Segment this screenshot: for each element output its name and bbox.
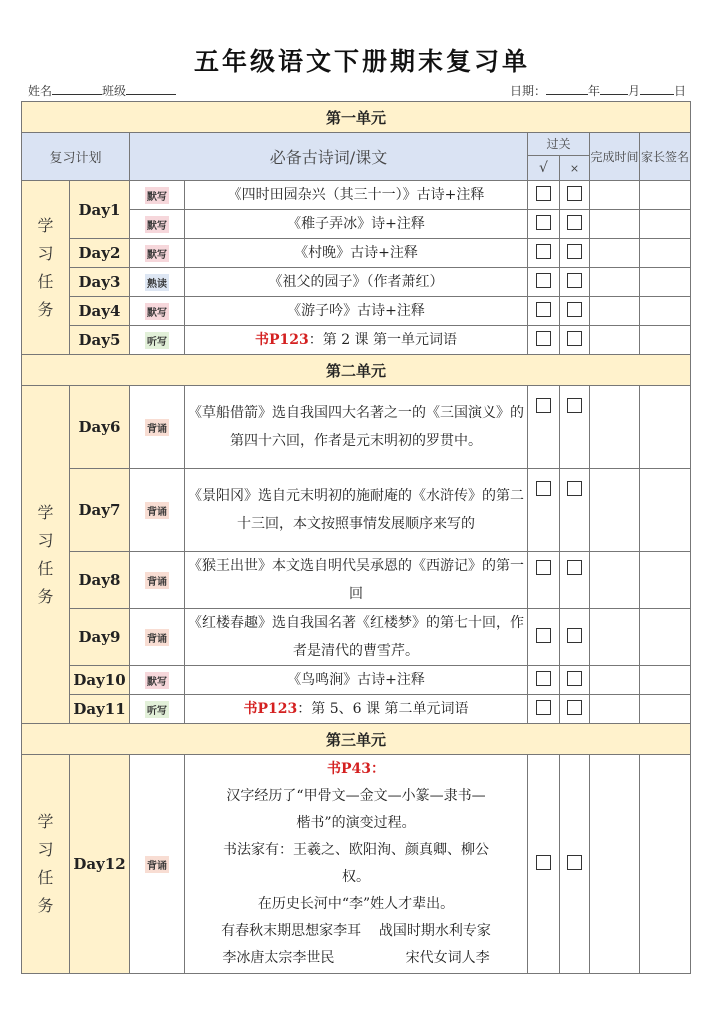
date-info: [510, 82, 686, 99]
day-label: Day4: [70, 297, 130, 326]
fail-checkbox[interactable]: [567, 186, 582, 201]
name-field[interactable]: [52, 82, 102, 95]
table-row: [22, 666, 691, 695]
parent-sign-cell[interactable]: [640, 239, 691, 268]
table-row: [22, 326, 691, 355]
finish-time-cell[interactable]: [590, 552, 640, 609]
pass-checkbox[interactable]: [536, 628, 551, 643]
content-cell: 《草船借箭》选自我国四大名著之一的《三国演义》的第四十六回，作者是元末明初的罗贯中。: [185, 386, 528, 469]
fail-checkbox[interactable]: [567, 855, 582, 870]
pass-checkbox[interactable]: [536, 700, 551, 715]
parent-sign-cell[interactable]: [640, 609, 691, 666]
month-label: 月: [627, 84, 640, 98]
pass-checkbox[interactable]: [536, 186, 551, 201]
content-cell: 《猴王出世》本文选自明代吴承恩的《西游记》的第一回: [185, 552, 528, 609]
pass-checkbox[interactable]: [536, 244, 551, 259]
finish-time-cell[interactable]: [590, 210, 640, 239]
pass-header: 过关: [528, 133, 590, 156]
fail-checkbox[interactable]: [567, 398, 582, 413]
parent-sign-cell[interactable]: [640, 666, 691, 695]
cross-header: ×: [560, 156, 590, 181]
fail-checkbox[interactable]: [567, 215, 582, 230]
task-label: 学 习 任 务: [22, 386, 70, 724]
content-header: 必备古诗词/课文: [130, 133, 528, 181]
content-cell: 《四时田园杂兴（其三十一）》古诗+注释: [185, 181, 528, 210]
pass-checkbox[interactable]: [536, 302, 551, 317]
name-label: 姓名: [28, 84, 53, 98]
content-cell: 《景阳冈》选自元末明初的施耐庵的《水浒传》的第二十三回，本文按照事情发展顺序来写的: [185, 469, 528, 552]
pass-checkbox[interactable]: [536, 331, 551, 346]
table-row: [22, 695, 691, 724]
content-cell: 《游子吟》古诗+注释: [185, 297, 528, 326]
finish-time-cell[interactable]: [590, 297, 640, 326]
finish-time-cell[interactable]: [590, 326, 640, 355]
parent-sign-cell[interactable]: [640, 386, 691, 469]
content-cell: 《红楼春趣》选自我国名著《红楼梦》的第七十回，作者是清代的曹雪芹。: [185, 609, 528, 666]
content-cell: 《鸟鸣涧》古诗+注释: [185, 666, 528, 695]
parent-sign-cell[interactable]: [640, 326, 691, 355]
parent-sign-cell[interactable]: [640, 181, 691, 210]
fail-checkbox[interactable]: [567, 671, 582, 686]
day-label: Day8: [70, 552, 130, 609]
finish-time-cell[interactable]: [590, 386, 640, 469]
parent-sign-cell[interactable]: [640, 210, 691, 239]
fail-checkbox[interactable]: [567, 700, 582, 715]
task-tag: 默写: [145, 303, 169, 320]
task-label: 学 习 任 务: [22, 755, 70, 974]
parent-sign-cell[interactable]: [640, 297, 691, 326]
finish-time-cell[interactable]: [590, 239, 640, 268]
task-tag: 默写: [145, 672, 169, 689]
pass-checkbox[interactable]: [536, 560, 551, 575]
day-label: Day9: [70, 609, 130, 666]
table-row: [22, 755, 691, 974]
student-info: [28, 82, 176, 99]
content-cell: 《祖父的园子》（作者萧红）: [185, 268, 528, 297]
parent-sign-cell[interactable]: [640, 268, 691, 297]
day-label: Day10: [70, 666, 130, 695]
page-title: 五年级语文下册期末复习单: [193, 47, 530, 76]
finish-time-cell[interactable]: [590, 469, 640, 552]
month-field[interactable]: [600, 82, 628, 95]
content-cell: 书P123：第 2 课 第一单元词语: [185, 326, 528, 355]
task-tag: 默写: [145, 187, 169, 204]
task-tag: 背诵: [145, 856, 169, 873]
day-label: Day5: [70, 326, 130, 355]
finish-time-cell[interactable]: [590, 755, 640, 974]
task-tag: 熟读: [145, 274, 169, 291]
day-label: Day2: [70, 239, 130, 268]
day-label: 日: [673, 84, 686, 98]
table-row: [22, 552, 691, 609]
table-row: [22, 609, 691, 666]
content-cell: 《稚子弄冰》诗+注释: [185, 210, 528, 239]
unit-header-2: 第二单元: [22, 355, 691, 386]
pass-checkbox[interactable]: [536, 671, 551, 686]
task-label: 学 习 任 务: [22, 181, 70, 355]
date-label: 日期：: [509, 84, 546, 98]
year-label: 年: [587, 84, 600, 98]
day-label: Day12: [70, 755, 130, 974]
table-row: [22, 239, 691, 268]
fail-checkbox[interactable]: [567, 560, 582, 575]
parent-sign-cell[interactable]: [640, 695, 691, 724]
task-tag: 背诵: [145, 502, 169, 519]
pass-checkbox[interactable]: [536, 855, 551, 870]
parent-sign-cell[interactable]: [640, 552, 691, 609]
review-table: [21, 101, 691, 974]
task-tag: 听写: [145, 701, 169, 718]
book-page-ref: 书P43：: [326, 761, 385, 777]
pass-checkbox[interactable]: [536, 273, 551, 288]
unit-header-3: 第三单元: [22, 724, 691, 755]
table-row: [22, 386, 691, 469]
task-tag: 背诵: [145, 629, 169, 646]
day-label: Day6: [70, 386, 130, 469]
year-field[interactable]: [546, 82, 588, 95]
class-field[interactable]: [126, 82, 176, 95]
day-field[interactable]: [640, 82, 674, 95]
day-label: Day3: [70, 268, 130, 297]
content-cell: 《村晚》古诗+注释: [185, 239, 528, 268]
fail-checkbox[interactable]: [567, 302, 582, 317]
class-label: 班级: [102, 84, 127, 98]
table-row: [22, 297, 691, 326]
fail-checkbox[interactable]: [567, 628, 582, 643]
fail-checkbox[interactable]: [567, 331, 582, 346]
content-cell: 书P123：第 5、6 课 第二单元词语: [185, 695, 528, 724]
check-header: √: [528, 156, 560, 181]
table-row: [22, 181, 691, 210]
fail-checkbox[interactable]: [567, 481, 582, 496]
plan-header: 复习计划: [22, 133, 130, 181]
day-label: Day7: [70, 469, 130, 552]
task-tag: 背诵: [145, 572, 169, 589]
book-page-ref: 书P123: [254, 332, 309, 348]
task-tag: 背诵: [145, 419, 169, 436]
pass-checkbox[interactable]: [536, 215, 551, 230]
day-label: Day11: [70, 695, 130, 724]
day-label: Day1: [70, 181, 130, 239]
task-tag: 听写: [145, 332, 169, 349]
pass-checkbox[interactable]: [536, 398, 551, 413]
book-page-ref: 书P123: [243, 701, 298, 717]
pass-checkbox[interactable]: [536, 481, 551, 496]
finish-time-header: 完成时间: [590, 133, 640, 181]
finish-time-cell[interactable]: [590, 609, 640, 666]
table-row: [22, 268, 691, 297]
unit-header-1: 第一单元: [22, 102, 691, 133]
parent-sign-cell[interactable]: [640, 755, 691, 974]
fail-checkbox[interactable]: [567, 244, 582, 259]
finish-time-cell[interactable]: [590, 268, 640, 297]
table-row: [22, 469, 691, 552]
content-cell: 书P43： 汉字经历了“甲骨文—金文—小篆—隶书— 楷书”的演变过程。 书法家有：王羲之、欧阳洵、颜真卿、柳公 权。 在历史长河中“李”姓人才辈出。 有春秋末期思想家李耳 战国时期水利专家 李冰唐太宗李世民 宋代女词人李: [185, 755, 528, 974]
finish-time-cell[interactable]: [590, 666, 640, 695]
parent-sign-header: 家长签名: [640, 133, 691, 181]
fail-checkbox[interactable]: [567, 273, 582, 288]
finish-time-cell[interactable]: [590, 695, 640, 724]
finish-time-cell[interactable]: [590, 181, 640, 210]
parent-sign-cell[interactable]: [640, 469, 691, 552]
task-tag: 默写: [145, 245, 169, 262]
task-tag: 默写: [145, 216, 169, 233]
